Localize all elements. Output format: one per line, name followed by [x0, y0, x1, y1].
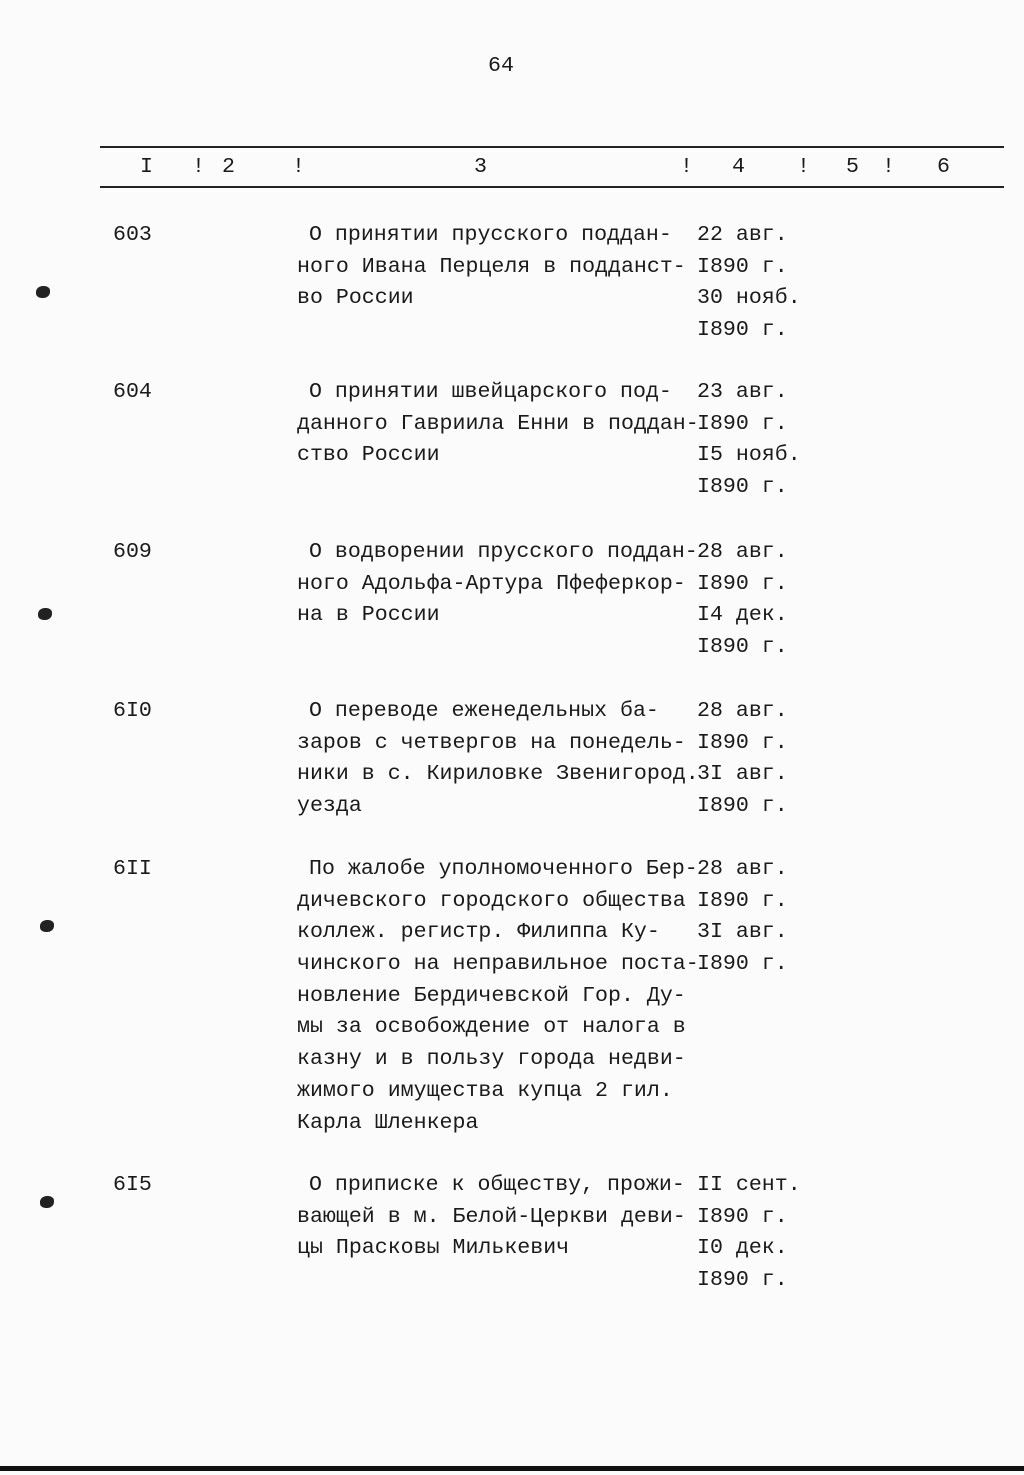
column-header-5: 5 [846, 155, 859, 179]
entry-dates [697, 537, 788, 664]
date-line: 3I авг. [697, 920, 788, 945]
description-line: жимого имущества купца 2 гил. [297, 1078, 673, 1103]
description-line: О переводе еженедельных ба- [309, 699, 659, 723]
date-line: I890 г. [697, 952, 788, 977]
description-line: О принятии прусского поддан- [309, 223, 672, 247]
date-line: I890 г. [697, 888, 788, 913]
description-line: казну и в пользу города недви- [297, 1047, 686, 1072]
description-line: данного Гавриила Енни в поддан- [297, 411, 699, 436]
date-line: 28 авг. [697, 699, 788, 723]
column-separator: ! [882, 155, 895, 179]
entry-description [297, 220, 686, 315]
description-line: заров с четвергов на понедель- [297, 730, 686, 755]
date-line: I890 г. [697, 254, 788, 279]
entry-dates [697, 1170, 801, 1297]
date-line: I890 г. [697, 794, 788, 819]
description-line: чинского на неправильное поста- [297, 952, 699, 977]
date-line: I890 г. [697, 318, 788, 343]
column-header-3: 3 [474, 155, 487, 179]
entry-description [297, 1170, 686, 1265]
entry-number: 603 [113, 223, 152, 247]
date-line: II сент. [697, 1173, 801, 1197]
column-header-4: 4 [732, 155, 745, 179]
description-line: на в России [297, 603, 440, 628]
column-header-6: 6 [937, 155, 950, 179]
entry-dates [697, 220, 801, 347]
entry-number: 604 [113, 380, 152, 404]
date-line: 22 авг. [697, 223, 788, 247]
date-line: I890 г. [697, 571, 788, 596]
entry-number: 6II [113, 857, 152, 881]
entry-description [297, 696, 699, 823]
date-line: I890 г. [697, 411, 788, 436]
entry-description [297, 537, 698, 632]
description-line: новление Бердичевской Гор. Ду- [297, 983, 686, 1008]
description-line: ники в с. Кириловке Звенигород. [297, 762, 699, 787]
date-line: 28 авг. [697, 540, 788, 564]
description-line: во России [297, 286, 414, 311]
bottom-edge [0, 1466, 1024, 1471]
date-line: 23 авг. [697, 380, 788, 404]
description-line: ного Ивана Перцеля в подданст- [297, 254, 686, 279]
date-line: I890 г. [697, 1268, 788, 1293]
column-header-2: 2 [222, 155, 235, 179]
date-line: I5 нояб. [697, 443, 801, 468]
description-line: коллеж. регистр. Филиппа Ку- [297, 920, 660, 945]
page-number: 64 [488, 54, 514, 78]
entry-number: 6I5 [113, 1173, 152, 1197]
date-line: I890 г. [697, 730, 788, 755]
date-line: I890 г. [697, 475, 788, 500]
date-line: 28 авг. [697, 857, 788, 881]
column-separator: ! [192, 155, 205, 179]
entry-description [297, 854, 699, 1139]
description-line: мы за освобождение от налога в [297, 1015, 686, 1040]
binding-mark [36, 286, 50, 298]
entry-number: 609 [113, 540, 152, 564]
entry-description [297, 377, 699, 472]
description-line: уезда [297, 794, 362, 819]
description-line: О водворении прусского поддан- [309, 540, 698, 564]
binding-mark [40, 1196, 54, 1208]
date-line: 3I авг. [697, 762, 788, 787]
date-line: 30 нояб. [697, 286, 801, 311]
description-line: цы Прасковы Милькевич [297, 1236, 570, 1261]
date-line: I0 дек. [697, 1236, 788, 1261]
description-line: По жалобе уполномоченного Бер- [309, 857, 698, 881]
entry-dates [697, 696, 788, 823]
column-separator: ! [680, 155, 693, 179]
binding-mark [38, 608, 52, 620]
description-line: дичевского городского общества [297, 888, 686, 913]
description-line: ного Адольфа-Артура Пфеферкор- [297, 571, 686, 596]
header-bottom-rule [100, 186, 1004, 188]
column-separator: ! [797, 155, 810, 179]
date-line: I4 дек. [697, 603, 788, 628]
header-top-rule [100, 146, 1004, 148]
entry-dates [697, 854, 788, 981]
date-line: I890 г. [697, 635, 788, 660]
column-header-1: I [140, 155, 153, 179]
description-line: О принятии швейцарского под- [309, 380, 672, 404]
description-line: вающей в м. Белой-Церкви деви- [297, 1204, 686, 1229]
description-line: О приписке к обществу, прожи- [309, 1173, 685, 1197]
date-line: I890 г. [697, 1204, 788, 1229]
column-separator: ! [292, 155, 305, 179]
entry-dates [697, 377, 801, 504]
binding-mark [40, 920, 54, 932]
entry-number: 6I0 [113, 699, 152, 723]
description-line: ство России [297, 443, 440, 468]
description-line: Карла Шленкера [297, 1110, 479, 1135]
